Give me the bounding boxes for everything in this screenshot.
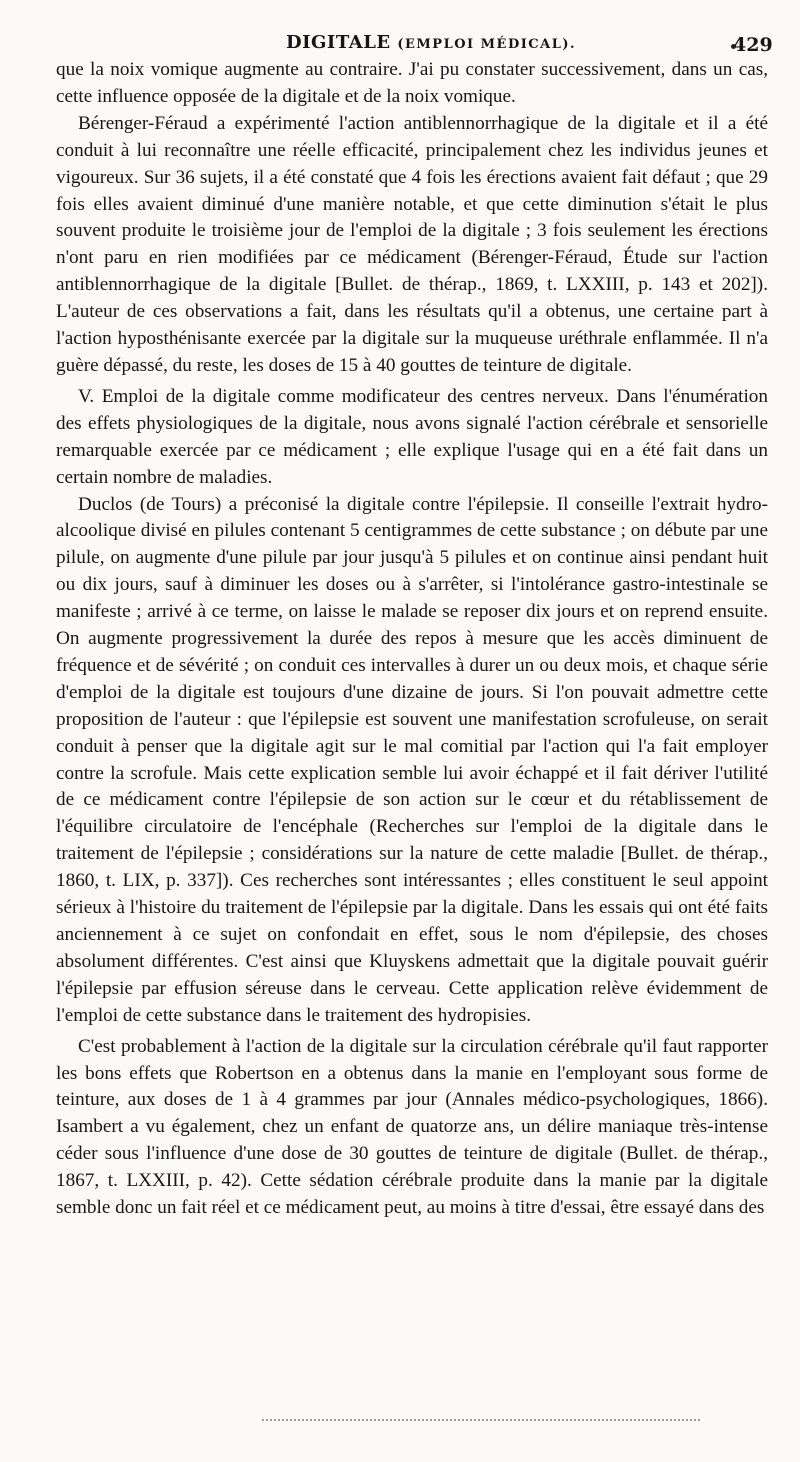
- running-title: [286, 32, 576, 53]
- body-text: [56, 57, 768, 1222]
- footer-rule: [262, 1419, 700, 1421]
- paragraph-4: Duclos (de Tours) a préconisé la digitale contre l'épilepsie. Il conseille l'extrait hydro-alcoolique divisé en pilules contenant 5 centigrammes de cette substance ; on débute par une pilule, on augmente d'une pilule par jour jusqu'à 5 pilules et on continue ainsi pendant huit ou dix jours, sauf à diminuer les doses ou à s'arrêter, si l'intolérance gastro-intestinale se manifeste ; arrivé à ce terme, on laisse le malade se reposer dix jours et on reprend ensuite. On augmente progressivement la durée des repos à mesure que les accès diminuent de fréquence et de sévérité ; on conduit ces intervalles à durer un ou deux mois, et chaque série d'emploi de la digitale est toujours d'une dizaine de jours. Si l'on pouvait admettre cette proposition de l'auteur : que l'épilepsie est souvent une manifestation scrofuleuse, on serait conduit à penser que la digitale agit sur le mal comitial par l'action qui l'a fait employer contre la scrofule. Mais cette explication semble lui avoir échappé et il fait dériver l'utilité de ce médicament contre l'épilepsie de son action sur le cœur et du rétablissement de l'équilibre circulatoire de l'encéphale (Recherches sur l'emploi de la digitale dans le traitement de l'épilepsie ; considérations sur la nature de cette maladie [Bullet. de thérap., 1860, t. LIX, p. 337]). Ces recherches sont intéressantes ; elles constituent le seul appoint sérieux à l'histoire du traitement de l'épilepsie par la digitale. Dans les essais qui ont été faits anciennement à ce sujet on confondait en effet, sous le nom d'épilepsie, des choses absolument différentes. C'est ainsi que Kluyskens admettait que la digitale pouvait guérir l'épilepsie par effusion séreuse dans le cerveau. Cette application relève évidemment de l'emploi de cette substance dans le traitement des hydropisies.: [56, 493, 768, 1026]
- running-title-sub: (EMPLOI MÉDICAL).: [397, 37, 577, 52]
- running-title-main: DIGITALE: [286, 32, 391, 53]
- paragraph-3: V. Emploi de la digitale comme modificateur des centres nerveux. Dans l'énumération des effets physiologiques de la digitale, nous avons signalé l'action cérébrale et sensorielle remarquable exercée par ce médicament ; elle explique l'usage qui en a été fait dans un certain nombre de maladies.: [56, 385, 768, 488]
- running-head: [0, 30, 800, 60]
- paragraph-2: Bérenger-Féraud a expérimenté l'action antiblennorrhagique de la digitale et il a été conduit à lui reconnaître une réelle efficacité, principalement chez les individus jeunes et vigoureux. Sur 36 sujets, il a été constaté que 4 fois les érections avaient fait défaut ; que 29 fois elles avaient diminué d'une manière notable, et que cette diminution s'était le plus souvent produite le troisième jour de l'emploi de la digitale ; 3 fois seulement les érections n'ont paru en rien modifiées par ce médicament (Bérenger-Féraud, Étude sur l'action antiblennorrhagique de la digitale [Bullet. de thérap., 1869, t. LXXIII, p. 143 et 202]). L'auteur de ces observations a fait, dans les résultats qu'il a obtenus, une certaine part à l'action hyposthénisante exercée par la digitale sur la muqueuse uréthrale enflammée. Il n'a guère dépassé, du reste, les doses de 15 à 40 gouttes de teinture de digitale.: [56, 112, 768, 376]
- paragraph-1: que la noix vomique augmente au contraire. J'ai pu constater successivement, dans un cas, cette influence opposée de la digitale et de la noix vomique.: [56, 59, 768, 107]
- paragraph-5: C'est probablement à l'action de la digitale sur la circulation cérébrale qu'il faut rapporter les bons effets que Robertson en a obtenus dans la manie en l'employant sous forme de teinture, aux doses de 1 à 4 grammes par jour (Annales médico-psychologiques, 1866). Isambert a vu également, chez un enfant de quatorze ans, un délire maniaque très-intense céder sous l'influence d'une dose de 30 gouttes de teinture de digitale (Bullet. de thérap., 1867, t. LXXIII, p. 42). Cette sédation cérébrale produite dans la manie par la digitale semble donc un fait réel et ce médicament peut, au moins à titre d'essai, être essayé dans des: [56, 1035, 768, 1219]
- page-number: 429: [733, 34, 773, 56]
